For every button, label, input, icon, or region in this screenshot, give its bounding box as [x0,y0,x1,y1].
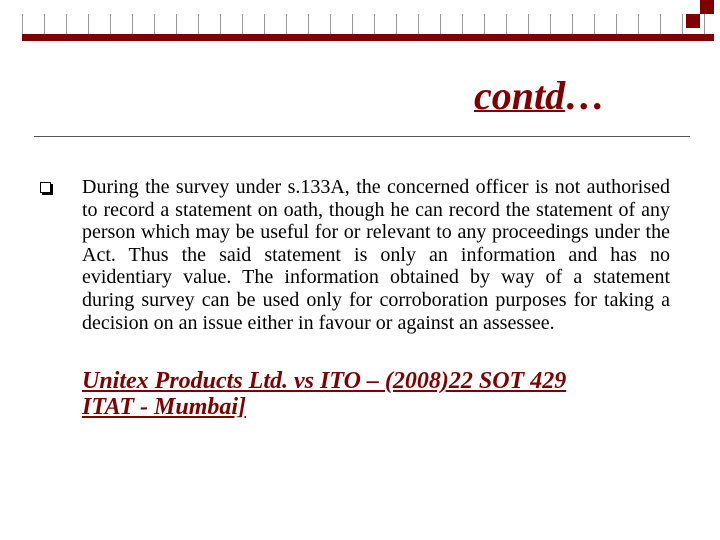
body-paragraph: During the survey under s.133A, the concerned officer is not authorised to record a statement on oath, though he can record the statement of any person which may be useful for or relevant to any proceedings under the Act. Thus the said statement is only an information and has no evidentiary value. The information obtained by way of a statement during survey can be used only for corroboration purposes for taking a decision on an issue either in favour or against an assessee. [82,176,670,334]
square-bullet-icon [40,182,51,193]
slide-title [474,73,606,118]
header-grid-pattern [22,14,714,34]
citation-line-2: ITAT - Mumbai] [82,394,247,420]
slide-title-suffix: … [565,73,606,118]
header-accent-strip [22,34,714,41]
header-accent-square [686,14,700,28]
title-divider [34,136,690,137]
case-citation [82,368,682,420]
citation-line-1: Unitex Products Ltd. vs ITO – (2008)22 SOT 429 [82,368,567,394]
slide-title-text: contd [474,73,566,118]
header-accent-square [700,0,714,14]
